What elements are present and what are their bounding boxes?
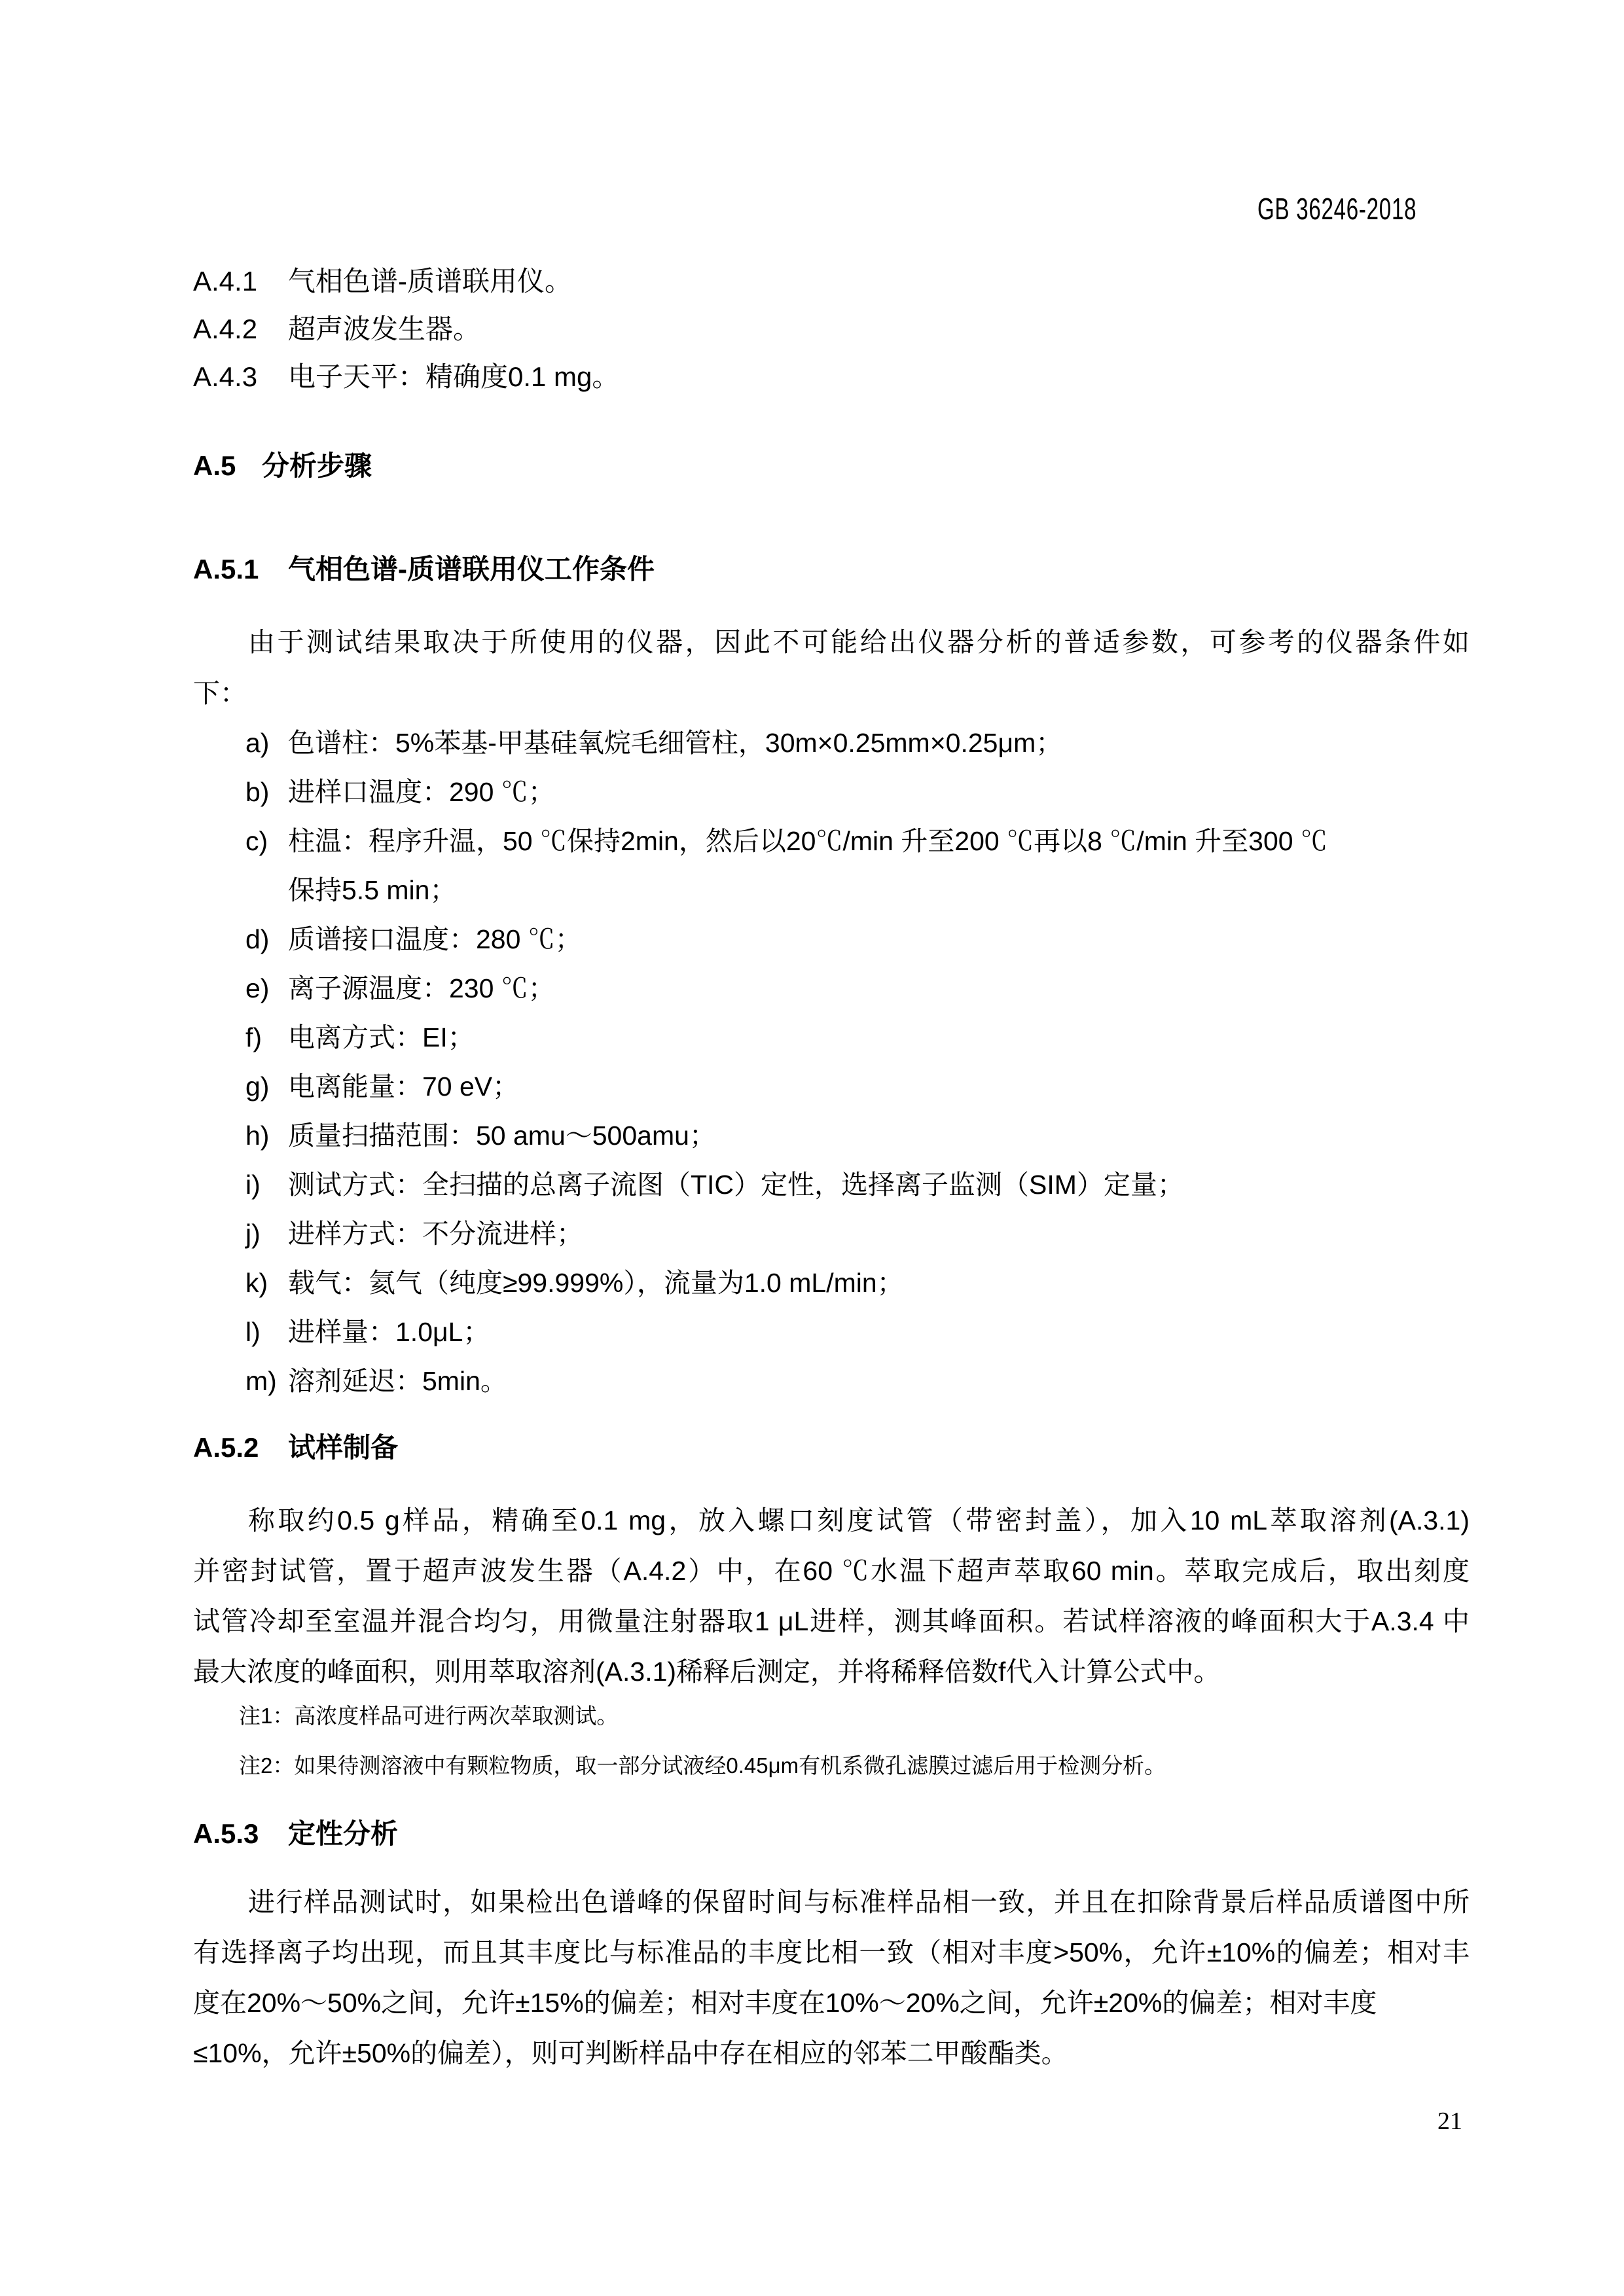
list-item xyxy=(193,1013,1470,1062)
list-item xyxy=(193,1111,1470,1160)
heading-number: A.5.2 xyxy=(193,1432,259,1463)
list-item-label: d) xyxy=(245,924,270,954)
note-1: 注1：高浓度样品可进行两次萃取测试。 xyxy=(239,1704,619,1728)
list-item xyxy=(193,1308,1470,1357)
paragraph-line: 下： xyxy=(193,678,247,708)
clause-text: 电子天平：精确度0.1 mg。 xyxy=(288,361,620,392)
paragraph-line: 称取约0.5 g样品，精确至0.1 mg，放入螺口刻度试管（带密封盖），加入10 mL萃取溶剂(A.3.1) xyxy=(248,1505,1470,1535)
heading-title: 气相色谱-质谱联用仪工作条件 xyxy=(288,554,655,584)
paragraph-a5-1-intro xyxy=(193,617,1470,719)
clause-a4-1 xyxy=(193,262,1470,301)
list-item xyxy=(193,1210,1470,1259)
clause-a4-2 xyxy=(193,310,1470,349)
heading-title: 试样制备 xyxy=(288,1432,399,1463)
list-item xyxy=(193,1062,1470,1111)
list-item-label: e) xyxy=(245,973,270,1003)
heading-a5-1 xyxy=(193,550,1470,589)
list-item-text: 测试方式：全扫描的总离子流图（TIC）定性，选择离子监测（SIM）定量； xyxy=(288,1170,1184,1200)
list-item-label: g) xyxy=(245,1071,270,1102)
list-item xyxy=(193,915,1470,964)
heading-a5 xyxy=(193,446,1470,486)
list-item-text: 电离方式：EI； xyxy=(288,1022,475,1052)
list-item xyxy=(193,964,1470,1013)
list-item xyxy=(193,1160,1470,1210)
list-item-text: 质谱接口温度：280 ℃； xyxy=(288,924,582,954)
heading-a5-3 xyxy=(193,1814,1470,1854)
list-item xyxy=(193,1357,1470,1406)
list-item-label: h) xyxy=(245,1121,270,1151)
list-item xyxy=(193,719,1470,768)
page-number: 21 xyxy=(1437,2108,1462,2135)
heading-number: A.5.3 xyxy=(193,1818,259,1849)
list-item-label: i) xyxy=(245,1170,261,1200)
paragraph-line: 并密封试管，置于超声波发生器（A.4.2）中，在60 ℃水温下超声萃取60 min。萃取完成后，取出刻度 xyxy=(193,1556,1470,1586)
list-item-label: b) xyxy=(245,777,270,807)
paragraph-line: 有选择离子均出现，而且其丰度比与标准品的丰度比相一致（相对丰度>50%，允许±10%的偏差；相对丰 xyxy=(193,1937,1470,1967)
standard-number: GB 36246-2018 xyxy=(1257,192,1417,226)
list-item-text: 保持5.5 min； xyxy=(288,875,457,905)
paragraph-line: 度在20%～50%之间，允许±15%的偏差；相对丰度在10%～20%之间，允许±20%的偏差；相对丰度 xyxy=(193,1988,1377,2018)
clause-text: 超声波发生器。 xyxy=(288,314,481,344)
clause-number: A.4.2 xyxy=(193,314,258,344)
list-item xyxy=(193,817,1470,866)
list-item-text: 进样量：1.0μL； xyxy=(288,1317,490,1347)
paragraph-line: 最大浓度的峰面积，则用萃取溶剂(A.3.1)稀释后测定，并将稀释倍数f代入计算公式中。 xyxy=(193,1657,1221,1687)
list-item-text: 进样口温度：290 ℃； xyxy=(288,777,555,807)
list-item-label: f) xyxy=(245,1022,262,1052)
heading-a5-2 xyxy=(193,1428,1470,1467)
list-item-text: 载气：氦气（纯度≥99.999%），流量为1.0 mL/min； xyxy=(288,1268,904,1298)
paragraph-line: ≤10%，允许±50%的偏差），则可判断样品中存在相应的邻苯二甲酸酯类。 xyxy=(193,2038,1068,2068)
list-item-text: 质量扫描范围：50 amu～500amu； xyxy=(288,1121,716,1151)
clause-text: 气相色谱-质谱联用仪。 xyxy=(288,266,572,296)
list-item-label: c) xyxy=(245,826,268,856)
clause-number: A.4.1 xyxy=(193,266,258,296)
paragraph-line: 由于测试结果取决于所使用的仪器，因此不可能给出仪器分析的普适参数，可参考的仪器条件如 xyxy=(248,627,1470,657)
paragraph-line: 试管冷却至室温并混合均匀，用微量注射器取1 μL进样，测其峰面积。若试样溶液的峰面积大于A.3.4 中 xyxy=(193,1606,1470,1636)
heading-number: A.5 xyxy=(193,450,236,481)
list-item-label: l) xyxy=(245,1317,261,1347)
list-item-text: 溶剂延迟：5min。 xyxy=(288,1366,507,1396)
clause-a4-3 xyxy=(193,357,1470,397)
list-item-label: j) xyxy=(245,1219,261,1249)
list-item xyxy=(193,768,1470,817)
list-item-label: m) xyxy=(245,1366,277,1396)
gcms-condition-list xyxy=(193,719,1470,1406)
list-item-text: 离子源温度：230 ℃； xyxy=(288,973,555,1003)
heading-number: A.5.1 xyxy=(193,554,259,584)
list-item-continuation xyxy=(193,866,1470,915)
heading-title: 分析步骤 xyxy=(262,450,372,481)
paragraph-a5-2 xyxy=(193,1496,1470,1697)
clause-number: A.4.3 xyxy=(193,361,258,392)
paragraph-line: 进行样品测试时，如果检出色谱峰的保留时间与标准样品相一致，并且在扣除背景后样品质谱图中所 xyxy=(248,1887,1470,1917)
note-2: 注2：如果待测溶液中有颗粒物质，取一部分试液经0.45μm有机系微孔滤膜过滤后用于检测分析。 xyxy=(239,1753,1166,1778)
list-item-label: a) xyxy=(245,728,270,758)
list-item-label: k) xyxy=(245,1268,268,1298)
list-item-text: 进样方式：不分流进样； xyxy=(288,1219,583,1249)
list-item xyxy=(193,1259,1470,1308)
list-item-text: 电离能量：70 eV； xyxy=(288,1071,520,1102)
list-item-text: 柱温：程序升温，50 ℃保持2min，然后以20℃/min 升至200 ℃再以8 ℃/min 升至300 ℃ xyxy=(288,826,1327,856)
paragraph-a5-3 xyxy=(193,1877,1470,2079)
heading-title: 定性分析 xyxy=(288,1818,399,1849)
list-item-text: 色谱柱：5%苯基-甲基硅氧烷毛细管柱，30m×0.25mm×0.25μm； xyxy=(288,728,1063,758)
